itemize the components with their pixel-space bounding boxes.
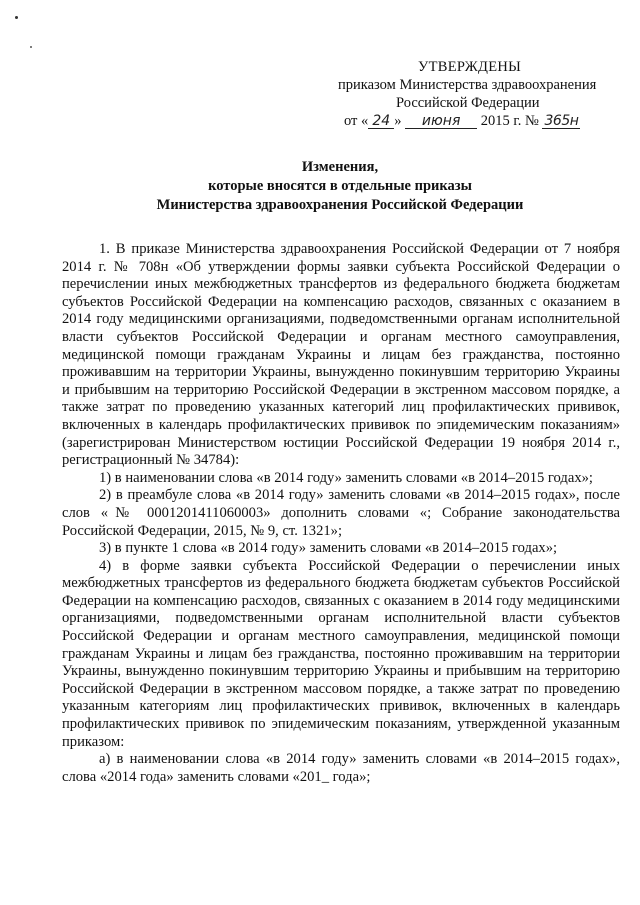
paragraph-item-2: 2) в преамбуле слова «в 2014 году» заменить словами «в 2014–2015 годах», после слов «№ 0001201411060003» дополнить словами «; Собрание законодательства Российской Федерации, 2015, № 9, ст. 1321»; (62, 487, 620, 539)
paragraph-item-3: 3) в пункте 1 слова «в 2014 году» заменить словами «в 2014–2015 годах»; (99, 540, 558, 557)
heading-line-1: Изменения, (301, 159, 379, 175)
date-month-handwritten: июня (405, 114, 477, 129)
scan-speck (30, 46, 32, 48)
document-heading (60, 158, 620, 215)
approval-rf-line: Российской Федерации (396, 95, 540, 111)
paragraph-item-1: 1) в наименовании слова «в 2014 году» заменить словами «в 2014–2015 годах»; (99, 469, 593, 486)
date-mid: » (394, 113, 402, 129)
paragraph-item-4: 4) в форме заявки субъекта Российской Федерации о перечислении иных межбюджетных трансфертов из федерального бюджета бюджетам субъектов Российской Федерации на компенсацию расходов, связанных с оказанием в 2014 году медицинскими организациями, подведомственными органам исполнительной власти субъектов Российской Федерации и органам местного самоуправления, медицинской помощи гражданам Украины и лицам без гражданства, постоянно проживавшим на территории Украины, вынужденно покинувшим территорию Украины и прибывшим на территорию Российской Федерации в экстренном массовом порядке, а также затрат по проведению указанным категориям лиц профилактических прививок, включенных в календарь профилактических прививок по эпидемическим показаниям, утвержденной указанным приказом: (62, 557, 620, 750)
heading-line-2: которые вносятся в отдельные приказы (208, 178, 472, 194)
scan-speck (15, 16, 18, 19)
approval-date-line (344, 112, 580, 130)
date-day-handwritten: 24 (368, 114, 394, 129)
document-body (62, 241, 620, 786)
heading-line-3: Министерства здравоохранения Российской Федерации (156, 197, 524, 213)
date-year: 2015 г. № (480, 113, 539, 129)
paragraph-item-a: а) в наименовании слова «в 2014 году» заменить словами «в 2014–2015 годах», слова «2014 года» заменить словами «201_ года»; (62, 751, 620, 785)
approval-order-line: приказом Министерства здравоохранения (338, 77, 597, 93)
date-prefix: от « (344, 113, 369, 129)
approval-title: УТВЕРЖДЕНЫ (418, 59, 522, 75)
order-number-handwritten: 365н (542, 114, 580, 129)
paragraph-1: 1. В приказе Министерства здравоохранения Российской Федерации от 7 ноября 2014 г. № 708н «Об утверждении формы заявки субъекта Российской Федерации о перечислении иных межбюджетных трансфертов из федерального бюджета бюджетам субъектов Российской Федерации на компенсацию расходов, связанных с оказанием в 2014 году медицинскими организациями, подведомственными органам исполнительной власти субъектов Российской Федерации и органам местного самоуправления, медицинской помощи гражданам Украины и лицам без гражданства, постоянно проживавшим на территории Украины, вынужденно покинувшим территорию Украины и прибывшим на территорию Российской Федерации в экстренном массовом порядке, а также затрат по проведению указанных категорий лиц профилактических прививок, включенных в календарь профилактических прививок по эпидемическим показаниям» (зарегистрирован Министерством юстиции Российской Федерации 19 ноября 2014 г., регистрационный № 34784): (62, 241, 620, 469)
